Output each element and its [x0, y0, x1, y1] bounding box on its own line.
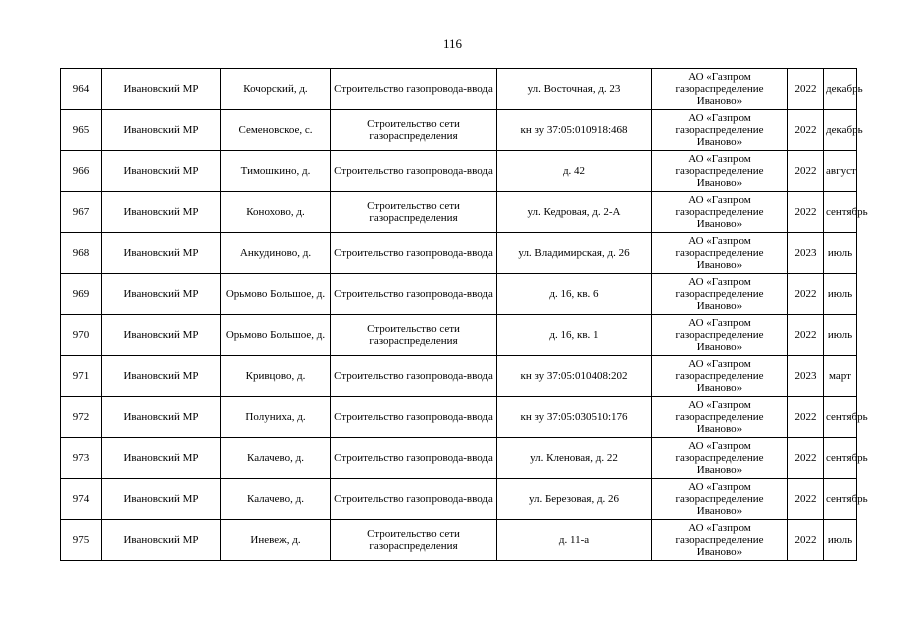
table-row: [61, 151, 857, 192]
year-cell: 2022: [788, 397, 824, 438]
address-cell: кн зу 37:05:010408:202: [497, 356, 652, 397]
work-type-cell: Строительство газопровода-ввода: [331, 151, 497, 192]
month-cell: декабрь: [824, 110, 857, 151]
organization-cell: АО «Газпром газораспределение Иваново»: [652, 151, 788, 192]
table-row: [61, 438, 857, 479]
district-cell: Ивановский МР: [102, 110, 221, 151]
address-cell: кн зу 37:05:010918:468: [497, 110, 652, 151]
address-cell: д. 16, кв. 1: [497, 315, 652, 356]
district-cell: Ивановский МР: [102, 397, 221, 438]
month-cell: июль: [824, 274, 857, 315]
organization-cell: АО «Газпром газораспределение Иваново»: [652, 315, 788, 356]
address-cell: ул. Кленовая, д. 22: [497, 438, 652, 479]
month-cell: июль: [824, 315, 857, 356]
address-cell: ул. Восточная, д. 23: [497, 69, 652, 110]
work-type-cell: Строительство газопровода-ввода: [331, 438, 497, 479]
organization-cell: АО «Газпром газораспределение Иваново»: [652, 69, 788, 110]
work-type-cell: Строительство газопровода-ввода: [331, 274, 497, 315]
row-number-cell: 969: [61, 274, 102, 315]
row-number-cell: 967: [61, 192, 102, 233]
year-cell: 2022: [788, 110, 824, 151]
organization-cell: АО «Газпром газораспределение Иваново»: [652, 479, 788, 520]
address-cell: ул. Владимирская, д. 26: [497, 233, 652, 274]
row-number-cell: 975: [61, 520, 102, 561]
locality-cell: Тимошкино, д.: [221, 151, 331, 192]
locality-cell: Кривцово, д.: [221, 356, 331, 397]
work-type-cell: Строительство газопровода-ввода: [331, 479, 497, 520]
month-cell: июль: [824, 520, 857, 561]
address-cell: д. 11-а: [497, 520, 652, 561]
page-number: 116: [442, 36, 463, 51]
year-cell: 2023: [788, 356, 824, 397]
locality-cell: Кочорский, д.: [221, 69, 331, 110]
table-row: [61, 397, 857, 438]
year-cell: 2022: [788, 274, 824, 315]
organization-cell: АО «Газпром газораспределение Иваново»: [652, 438, 788, 479]
table-row: [61, 233, 857, 274]
month-cell: сентябрь: [824, 438, 857, 479]
row-number-cell: 972: [61, 397, 102, 438]
work-type-cell: Строительство сети газораспределения: [331, 110, 497, 151]
table-row: [61, 110, 857, 151]
work-type-cell: Строительство сети газораспределения: [331, 192, 497, 233]
month-cell: сентябрь: [824, 192, 857, 233]
address-cell: д. 42: [497, 151, 652, 192]
address-cell: кн зу 37:05:030510:176: [497, 397, 652, 438]
organization-cell: АО «Газпром газораспределение Иваново»: [652, 274, 788, 315]
district-cell: Ивановский МР: [102, 151, 221, 192]
address-cell: ул. Березовая, д. 26: [497, 479, 652, 520]
address-cell: ул. Кедровая, д. 2-А: [497, 192, 652, 233]
organization-cell: АО «Газпром газораспределение Иваново»: [652, 397, 788, 438]
row-number-cell: 964: [61, 69, 102, 110]
table-row: [61, 274, 857, 315]
organization-cell: АО «Газпром газораспределение Иваново»: [652, 520, 788, 561]
gasification-table: [60, 68, 868, 561]
table-row: [61, 356, 857, 397]
district-cell: Ивановский МР: [102, 315, 221, 356]
row-number-cell: 966: [61, 151, 102, 192]
locality-cell: Конохово, д.: [221, 192, 331, 233]
work-type-cell: Строительство газопровода-ввода: [331, 69, 497, 110]
month-cell: декабрь: [824, 69, 857, 110]
table-row: [61, 315, 857, 356]
table-row: [61, 520, 857, 561]
year-cell: 2022: [788, 192, 824, 233]
row-number-cell: 968: [61, 233, 102, 274]
locality-cell: Анкудиново, д.: [221, 233, 331, 274]
locality-cell: Иневеж, д.: [221, 520, 331, 561]
row-number-cell: 971: [61, 356, 102, 397]
month-cell: июль: [824, 233, 857, 274]
district-cell: Ивановский МР: [102, 438, 221, 479]
table-row: [61, 69, 857, 110]
organization-cell: АО «Газпром газораспределение Иваново»: [652, 110, 788, 151]
work-type-cell: Строительство газопровода-ввода: [331, 397, 497, 438]
district-cell: Ивановский МР: [102, 479, 221, 520]
district-cell: Ивановский МР: [102, 233, 221, 274]
month-cell: сентябрь: [824, 479, 857, 520]
district-cell: Ивановский МР: [102, 520, 221, 561]
district-cell: Ивановский МР: [102, 274, 221, 315]
organization-cell: АО «Газпром газораспределение Иваново»: [652, 192, 788, 233]
organization-cell: АО «Газпром газораспределение Иваново»: [652, 233, 788, 274]
district-cell: Ивановский МР: [102, 69, 221, 110]
year-cell: 2022: [788, 315, 824, 356]
district-cell: Ивановский МР: [102, 356, 221, 397]
month-cell: сентябрь: [824, 397, 857, 438]
table-row: [61, 479, 857, 520]
district-cell: Ивановский МР: [102, 192, 221, 233]
year-cell: 2022: [788, 479, 824, 520]
month-cell: март: [824, 356, 857, 397]
month-cell: август: [824, 151, 857, 192]
work-type-cell: Строительство газопровода-ввода: [331, 356, 497, 397]
year-cell: 2023: [788, 233, 824, 274]
address-cell: д. 16, кв. 6: [497, 274, 652, 315]
row-number-cell: 973: [61, 438, 102, 479]
work-type-cell: Строительство сети газораспределения: [331, 315, 497, 356]
locality-cell: Орьмово Большое, д.: [221, 274, 331, 315]
locality-cell: Орьмово Большое, д.: [221, 315, 331, 356]
row-number-cell: 974: [61, 479, 102, 520]
row-number-cell: 970: [61, 315, 102, 356]
locality-cell: Калачево, д.: [221, 479, 331, 520]
locality-cell: Калачево, д.: [221, 438, 331, 479]
locality-cell: Семеновское, с.: [221, 110, 331, 151]
organization-cell: АО «Газпром газораспределение Иваново»: [652, 356, 788, 397]
year-cell: 2022: [788, 520, 824, 561]
year-cell: 2022: [788, 438, 824, 479]
year-cell: 2022: [788, 69, 824, 110]
table-row: [61, 192, 857, 233]
year-cell: 2022: [788, 151, 824, 192]
row-number-cell: 965: [61, 110, 102, 151]
work-type-cell: Строительство сети газораспределения: [331, 520, 497, 561]
work-type-cell: Строительство газопровода-ввода: [331, 233, 497, 274]
locality-cell: Полуниха, д.: [221, 397, 331, 438]
